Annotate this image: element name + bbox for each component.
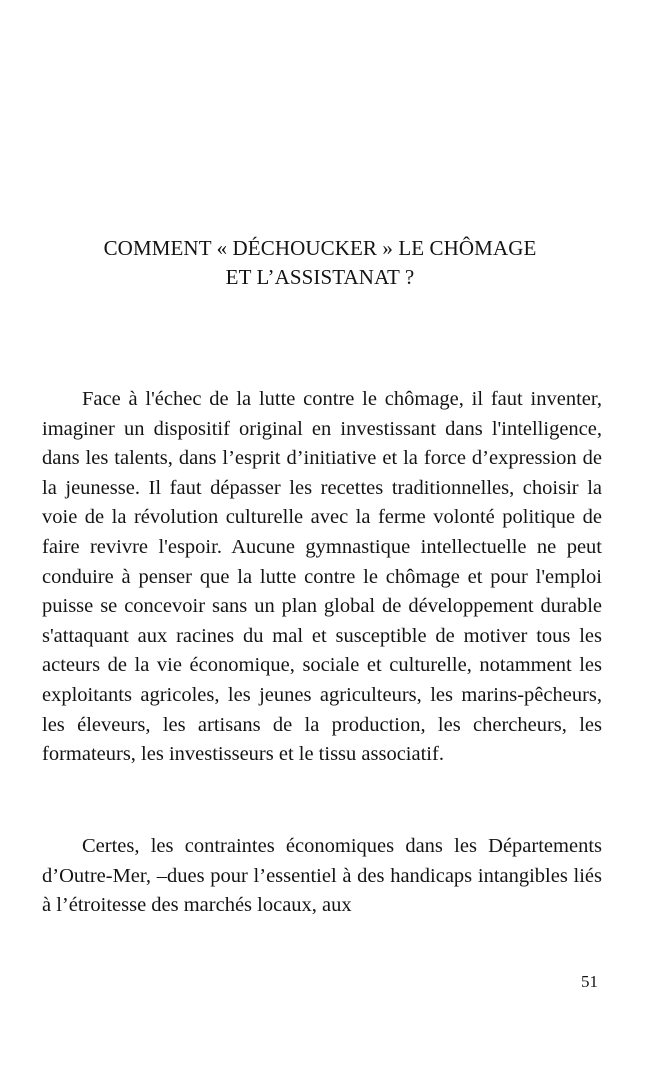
paragraph-1-block: [42, 385, 602, 770]
page-number: 51: [581, 972, 598, 991]
chapter-title-line-1: COMMENT « DÉCHOUCKER » LE CHÔMAGE: [103, 236, 537, 260]
chapter-title-line-2: ET L’ASSISTANAT ?: [225, 265, 415, 289]
chapter-title: [40, 234, 600, 292]
paragraph-2-block: [42, 832, 602, 921]
paragraph-2: Certes, les contraintes économiques dans les Départements d’Outre-Mer, –dues pour l’essentiel à des handicaps intangibles liés à l’étroitesse des marchés locaux, aux: [42, 835, 602, 917]
paragraph-1: Face à l'échec de la lutte contre le chômage, il faut inventer, imaginer un dispositif original en investissant dans l'intelligence, dans les talents, dans l’esprit d’initiative et la force d’expression de la jeunesse. Il faut dépasser les recettes traditionnelles, choisir la voie de la révolution culturelle avec la ferme volonté politique de faire revivre l'espoir. Aucune gymnastique intellectuelle ne peut conduire à penser que la lutte contre le chômage et pour l'emploi puisse se concevoir sans un plan global de développement durable s'attaquant aux racines du mal et susceptible de motiver tous les acteurs de la vie économique, sociale et culturelle, notamment les exploitants agricoles, les jeunes agriculteurs, les marins-pêcheurs, les éleveurs, les artisans de la production, les chercheurs, les formateurs, les investisseurs et le tissu associatif.: [42, 388, 602, 766]
